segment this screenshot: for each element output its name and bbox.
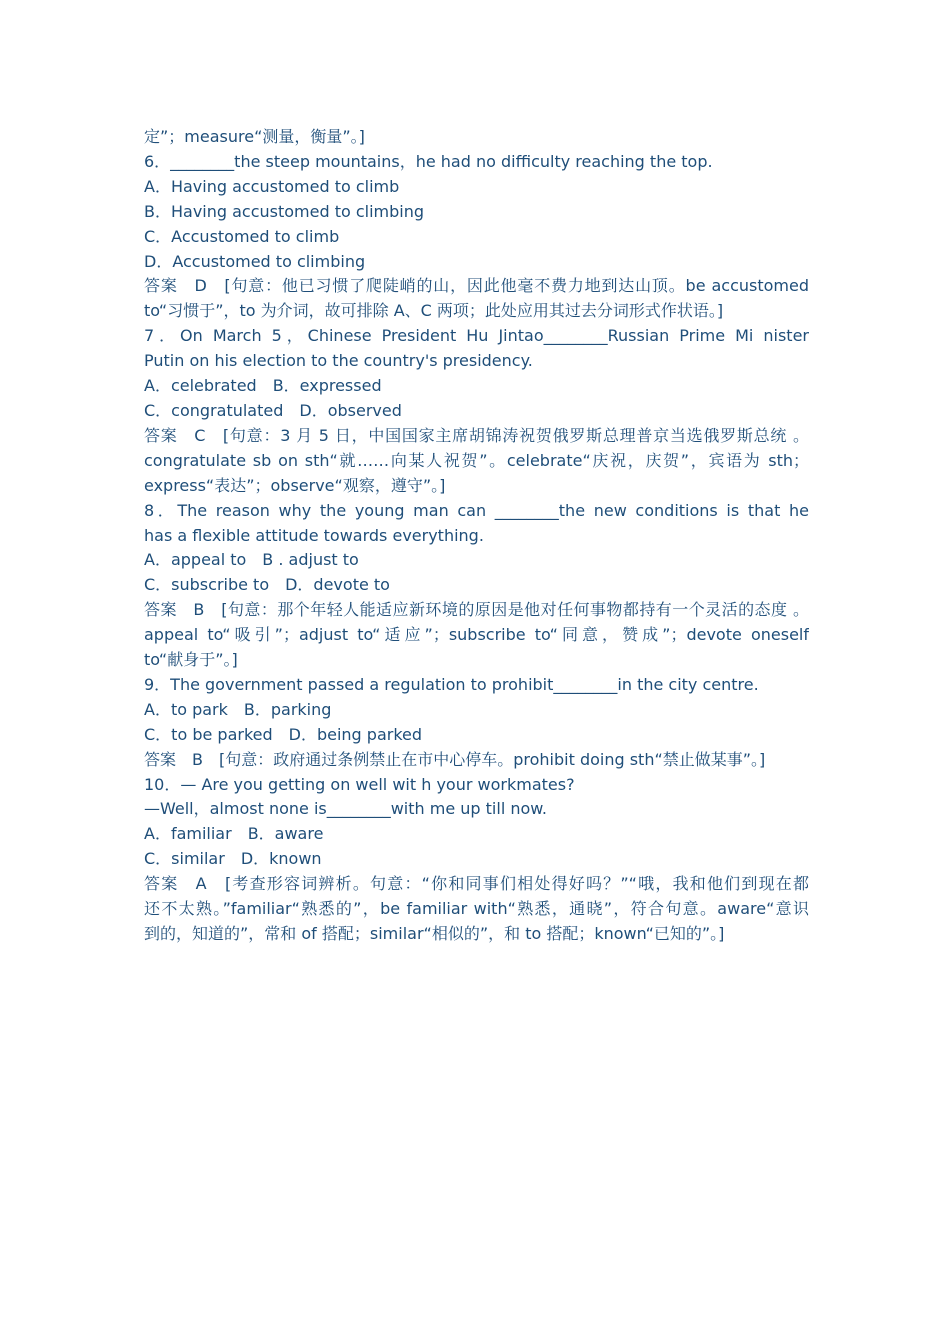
text-line: to“献身于”。] — [144, 650, 238, 670]
text-line: A．appeal to B . adjust to — [144, 550, 359, 570]
text-line: A．celebrated B．expressed — [144, 376, 382, 396]
text-line: 答案 A [考查形容词辨析。句意：“你和同事们相处得好吗？”“哦，我和他们到现在都 — [144, 874, 809, 894]
text-line: A．to park B．parking — [144, 699, 332, 719]
text-line: —Well，almost none is________with me up till now. — [144, 799, 547, 819]
text-line: to“习惯于”，to 为介词，故可排除 A、C 两项；此处应用其过去分词形式作状语。] — [144, 301, 724, 321]
text-line: 9．The government passed a regulation to prohibit________in the city centre. — [144, 674, 759, 694]
text-line: C．congratulated D．observed — [144, 400, 402, 420]
text-line: C．to be parked D．being parked — [144, 724, 423, 744]
text-line: 答案 B [句意：政府通过条例禁止在市中心停车。prohibit doing sth“禁止做某事”。] — [144, 749, 766, 769]
text-line: A．familiar B．aware — [144, 824, 324, 844]
text-line: 答案 B [句意：那个年轻人能适应新环境的原因是他对任何事物都持有一个灵活的态度 。 — [144, 600, 809, 620]
text-line: 答案 D [句意：他已习惯了爬陡峭的山，因此他毫不费力地到达山顶。be accustomed — [144, 276, 809, 296]
text-line: A．Having accustomed to climb — [144, 176, 400, 196]
text-line: has a flexible attitude towards everything. — [144, 525, 484, 545]
text-line: 7．On March 5，Chinese President Hu Jintao________Russian Prime Mi nister — [144, 326, 809, 346]
text-line: 6．________the steep mountains，he had no difficulty reaching the top. — [144, 151, 713, 171]
text-line: 定”；measure“测量，衡量”。] — [144, 127, 365, 146]
text-line: B．Having accustomed to climbing — [144, 201, 425, 221]
text-line: 10．— Are you getting on well wit h your workmates? — [144, 774, 575, 794]
text-line: 到的，知道的”，常和 of 搭配；similar“相似的”，和 to 搭配；known“已知的”。] — [144, 924, 725, 943]
text-line: congratulate sb on sth“就……向某人祝贺”。celebrate“庆祝，庆贺”，宾语为 sth； — [144, 450, 809, 470]
text-line: C．similar D．known — [144, 849, 322, 869]
text-line: 答案 C [句意：3 月 5 日，中国国家主席胡锦涛祝贺俄罗斯总理普京当选俄罗斯总统 。 — [144, 425, 809, 445]
text-line: 8．The reason why the young man can ________the new conditions is that he — [144, 500, 809, 520]
text-line: appeal to“吸引”；adjust to“适应”；subscribe to“同意，赞成”；devote oneself — [144, 625, 809, 645]
text-line: D．Accustomed to climbing — [144, 251, 366, 271]
text-line: C．subscribe to D．devote to — [144, 575, 390, 595]
text-line: express“表达”；observe“观察，遵守”。] — [144, 475, 446, 495]
text-line: C．Accustomed to climb — [144, 226, 340, 246]
document-body — [144, 125, 809, 947]
text-line: Putin on his election to the country's presidency. — [144, 351, 533, 371]
text-line: 还不太熟。”familiar“熟悉的”，be familiar with“熟悉，通晓”，符合句意。aware“意识 — [144, 899, 809, 919]
